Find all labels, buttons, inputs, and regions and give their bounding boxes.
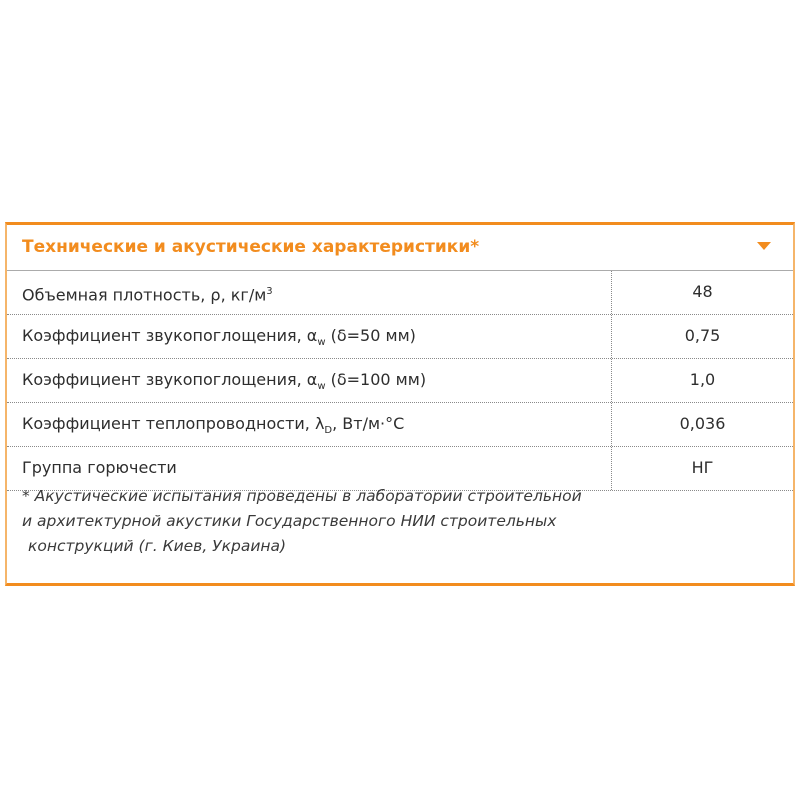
row-value: НГ — [691, 458, 714, 477]
footnote-line: конструкций (г. Киев, Украина) — [28, 537, 287, 555]
spec-row-absorption-50 — [7, 315, 793, 359]
spec-title: Технические и акустические характеристики* — [22, 237, 480, 257]
spec-row-thermal-conductivity — [7, 403, 793, 447]
row-label: Коэффициент звукопоглощения, $\alpha_w$ (δ=100 мм) — [22, 370, 427, 393]
spec-row-density — [7, 271, 793, 315]
footnote — [22, 484, 782, 559]
row-value: 48 — [692, 282, 713, 301]
chevron-down-icon[interactable] — [757, 242, 771, 250]
footnote-line: * Акустические испытания проведены в лаборатории строительной — [22, 487, 582, 505]
row-label: Коэффициент теплопроводности, $\lambda_D$, Вт/м·°С — [22, 414, 405, 437]
spec-card — [5, 222, 795, 586]
row-label: Группа горючести — [22, 458, 177, 477]
row-value: 0,036 — [679, 414, 726, 433]
row-label: Объемная плотность, ρ, $кг/м^3$ — [22, 285, 273, 305]
footnote-line: и архитектурной акустики Государственного НИИ строительных — [22, 512, 557, 530]
row-value: 0,75 — [684, 326, 721, 345]
row-label: Коэффициент звукопоглощения, $\alpha_w$ (δ=50 мм) — [22, 326, 416, 349]
row-value: 1,0 — [689, 370, 716, 389]
spec-row-absorption-100 — [7, 359, 793, 403]
spec-header[interactable] — [7, 225, 793, 271]
